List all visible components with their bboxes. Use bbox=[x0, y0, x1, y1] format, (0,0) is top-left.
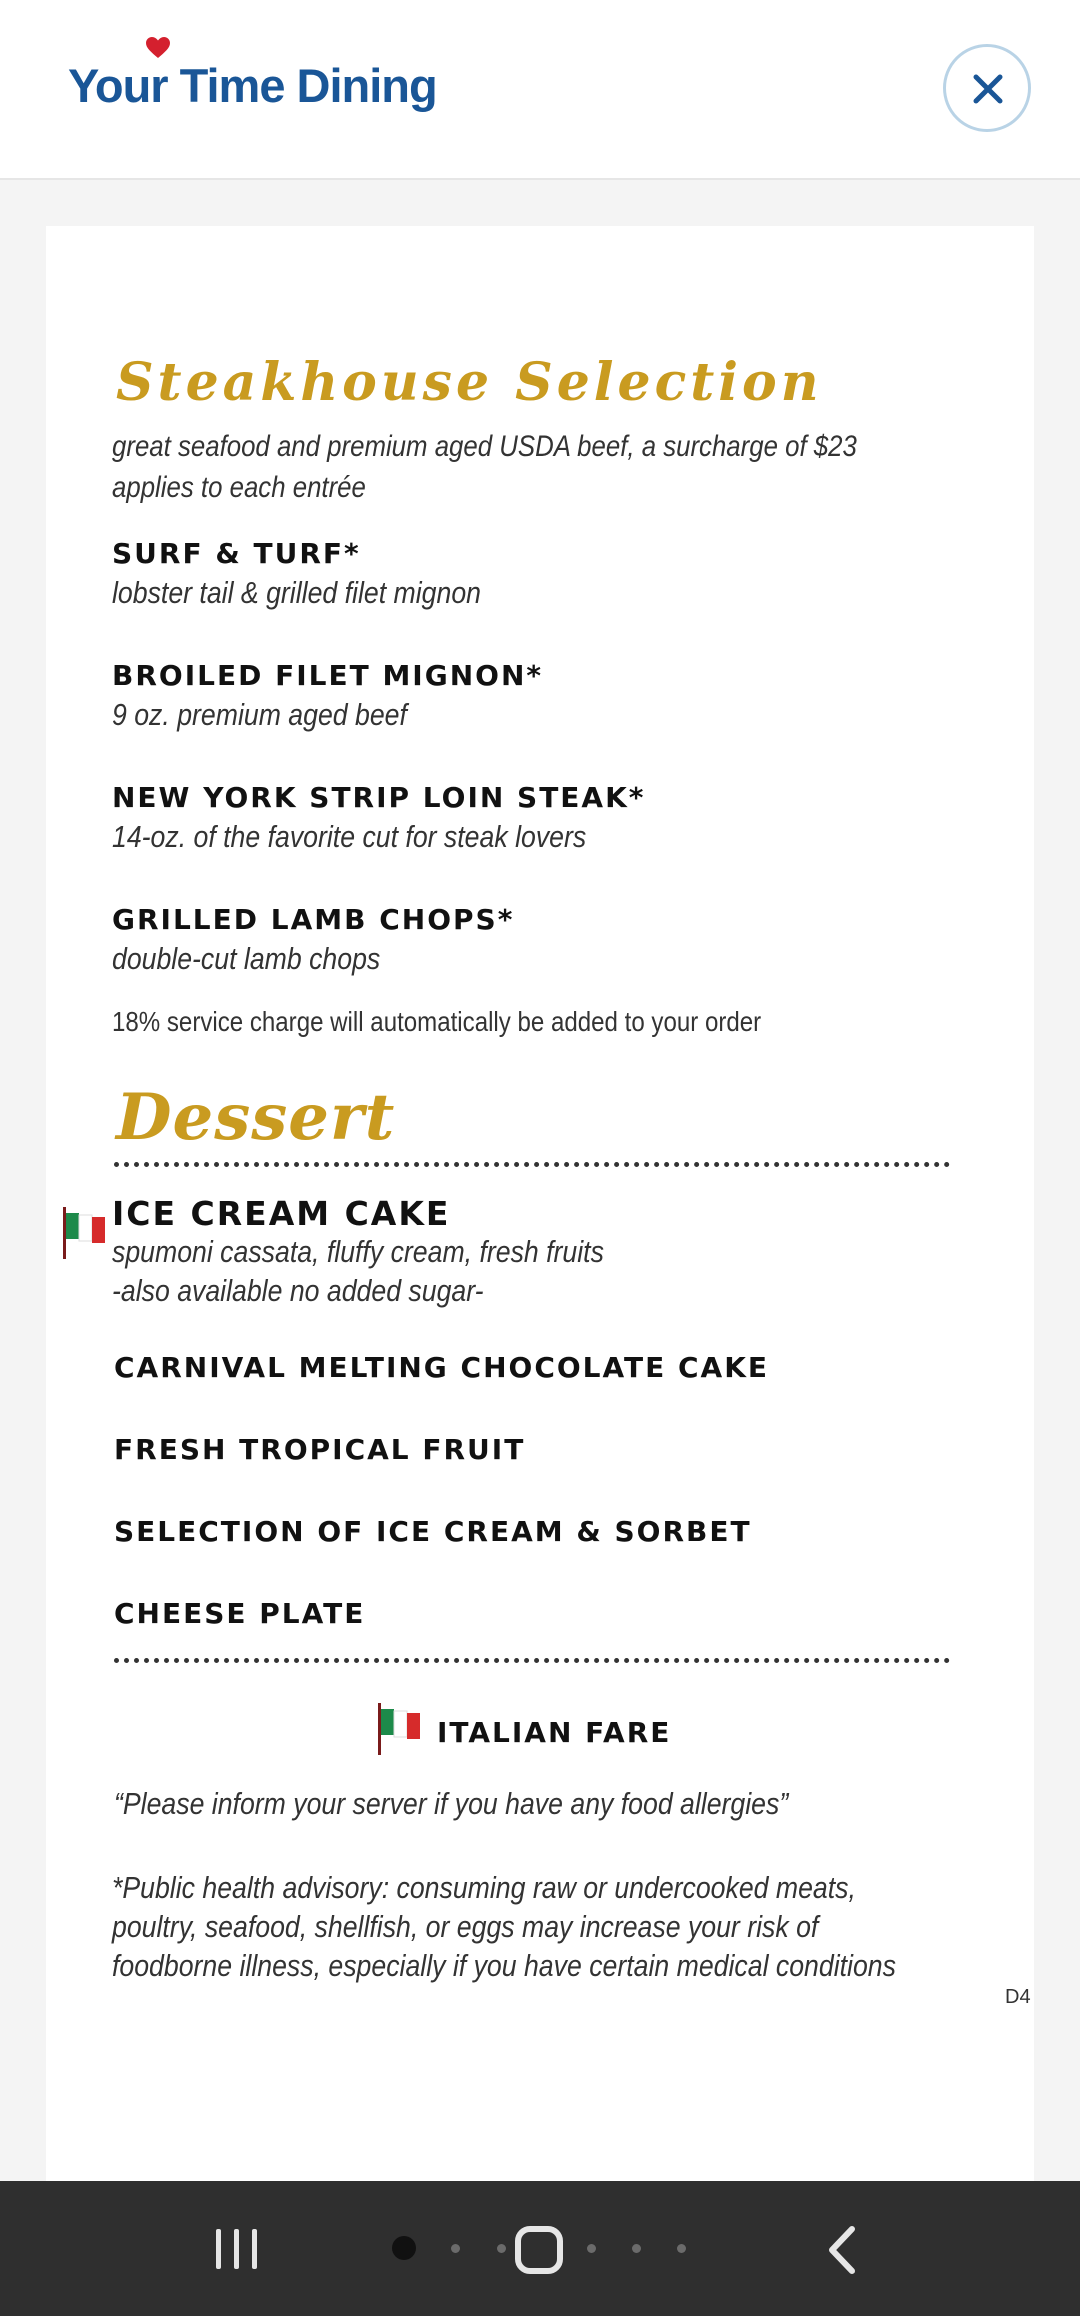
featured-dessert-description-line-1: spumoni cassata, fluffy cream, fresh fruits bbox=[112, 1234, 604, 1269]
system-navigation-bar bbox=[0, 2181, 1080, 2316]
italian-flag-icon bbox=[377, 1703, 421, 1755]
dotted-divider bbox=[114, 1162, 950, 1167]
dessert-title: Dessert bbox=[116, 1080, 396, 1155]
steakhouse-description-line-2: applies to each entrée bbox=[112, 471, 366, 504]
recent-apps-icon[interactable] bbox=[214, 2227, 260, 2271]
page-indicator-dot bbox=[632, 2244, 641, 2253]
menu-item-description: lobster tail & grilled filet mignon bbox=[112, 575, 481, 610]
page-indicator-dot-active bbox=[392, 2236, 416, 2260]
menu-item-description: double-cut lamb chops bbox=[112, 941, 381, 976]
dessert-item: CARNIVAL MELTING CHOCOLATE CAKE bbox=[114, 1351, 770, 1384]
menu-item-name: SURF & TURF* bbox=[112, 537, 361, 570]
heart-icon bbox=[146, 37, 170, 59]
dessert-item: CHEESE PLATE bbox=[114, 1597, 366, 1630]
close-button[interactable] bbox=[943, 44, 1031, 132]
page-indicator-dot bbox=[587, 2244, 596, 2253]
service-charge-note: 18% service charge will automatically be added to your order bbox=[112, 1006, 762, 1037]
health-advisory-line: poultry, seafood, shellfish, or eggs may increase your risk of bbox=[112, 1909, 819, 1944]
menu-item-name: GRILLED LAMB CHOPS* bbox=[112, 903, 515, 936]
app-header bbox=[0, 0, 1080, 180]
page-indicator-dot bbox=[497, 2244, 506, 2253]
featured-dessert-name: ICE CREAM CAKE bbox=[112, 1194, 451, 1233]
close-icon bbox=[970, 71, 1006, 107]
menu-item-description: 14-oz. of the favorite cut for steak lovers bbox=[112, 819, 587, 854]
menu-item-name: NEW YORK STRIP LOIN STEAK* bbox=[112, 781, 646, 814]
steakhouse-title: Steakhouse Selection bbox=[116, 352, 823, 413]
page-indicator-dot bbox=[677, 2244, 686, 2253]
health-advisory-line: foodborne illness, especially if you have certain medical conditions bbox=[112, 1948, 896, 1983]
health-advisory-line: *Public health advisory: consuming raw or undercooked meats, bbox=[112, 1870, 856, 1905]
allergy-note: “Please inform your server if you have any food allergies” bbox=[114, 1786, 789, 1821]
back-icon[interactable] bbox=[824, 2225, 860, 2275]
steakhouse-description-line-1: great seafood and premium aged USDA beef, a surcharge of $23 bbox=[112, 430, 857, 463]
dessert-item: FRESH TROPICAL FRUIT bbox=[114, 1433, 526, 1466]
menu-item-description: 9 oz. premium aged beef bbox=[112, 697, 407, 732]
dotted-divider bbox=[114, 1658, 950, 1663]
app-logo: Your Time Dining bbox=[68, 59, 437, 112]
featured-dessert-description-line-2: -also available no added sugar- bbox=[112, 1273, 484, 1308]
page-code: D4 bbox=[1005, 1986, 1031, 2008]
page-indicator-dot bbox=[451, 2244, 460, 2253]
italian-fare-legend: ITALIAN FARE bbox=[437, 1716, 672, 1749]
home-icon[interactable] bbox=[514, 2225, 564, 2275]
dessert-item: SELECTION OF ICE CREAM & SORBET bbox=[114, 1515, 752, 1548]
health-advisory bbox=[112, 1868, 896, 1985]
italian-flag-icon bbox=[62, 1207, 106, 1259]
menu-item-name: BROILED FILET MIGNON* bbox=[112, 659, 544, 692]
